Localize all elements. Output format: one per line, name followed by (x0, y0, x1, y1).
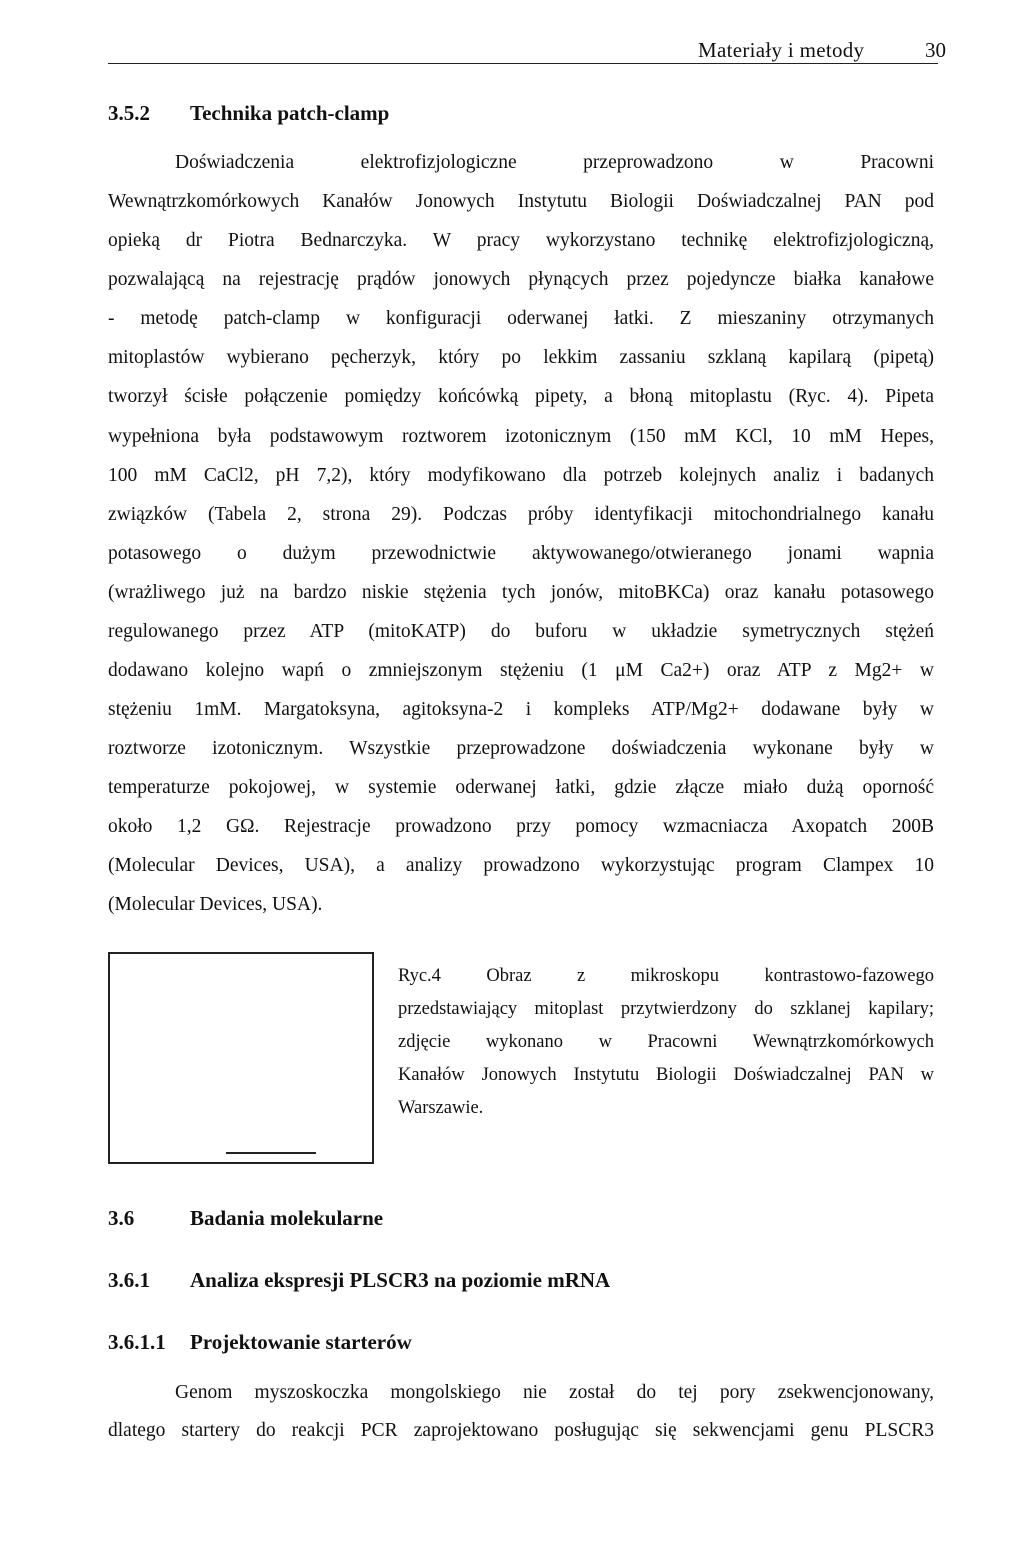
figure-image-frame (108, 952, 374, 1164)
paragraph-line: związków (Tabela 2, strona 29). Podczas próby identyfikacji mitochondrialnego kanału (108, 504, 934, 525)
paragraph-line: roztworze izotonicznym. Wszystkie przeprowadzone doświadczenia wykonane były w (108, 738, 934, 759)
header-rule (108, 63, 938, 64)
paragraph-line: (Molecular Devices, USA). (108, 894, 323, 915)
section-number: 3.6.1.1 (108, 1330, 166, 1354)
paragraph-line: opieką dr Piotra Bednarczyka. W pracy wykorzystano technikę elektrofizjologiczną, (108, 230, 934, 251)
figure-caption-line: zdjęcie wykonano w Pracowni Wewnątrzkomórkowych (398, 1032, 934, 1052)
paragraph-line: temperaturze pokojowej, w systemie oderwanej łatki, gdzie złącze miało dużą oporność (108, 777, 934, 798)
paragraph-line: (Molecular Devices, USA), a analizy prowadzono wykorzystując program Clampex 10 (108, 855, 934, 876)
section-heading-3-6-1 (108, 1268, 610, 1293)
figure-caption-line: Warszawie. (398, 1098, 484, 1118)
section-number: 3.6 (108, 1206, 135, 1230)
section-heading-3-6-1-1 (108, 1330, 412, 1355)
section-heading-3-6 (108, 1206, 383, 1231)
section-title: Technika patch-clamp (190, 101, 390, 125)
paragraph-line: potasowego o dużym przewodnictwie aktywowanego/otwieranego jonami wapnia (108, 543, 934, 564)
paragraph-line: stężeniu 1mM. Margatoksyna, agitoksyna-2 i kompleks ATP/Mg2+ dodawane były w (108, 699, 934, 720)
paragraph-line: mitoplastów wybierano pęcherzyk, który po lekkim zassaniu szklaną kapilarą (pipetą) (108, 347, 934, 368)
running-header (108, 36, 948, 66)
paragraph-line: wypełniona była podstawowym roztworem izotonicznym (150 mM KCl, 10 mM Hepes, (108, 426, 934, 447)
header-section-title: Materiały i metody (698, 38, 865, 62)
paragraph-line: 100 mM CaCl2, pH 7,2), który modyfikowano dla potrzeb kolejnych analiz i badanych (108, 465, 934, 486)
section-number: 3.5.2 (108, 101, 150, 125)
paragraph-line: Doświadczenia elektrofizjologiczne przeprowadzono w Pracowni (175, 152, 934, 173)
paragraph-line: dodawano kolejno wapń o zmniejszonym stężeniu (1 μM Ca2+) oraz ATP z Mg2+ w (108, 660, 934, 681)
paragraph-line: pozwalającą na rejestrację prądów jonowych płynących przez pojedyncze białka kanałowe (108, 269, 934, 290)
section-title: Analiza ekspresji PLSCR3 na poziomie mRNA (190, 1268, 611, 1292)
paragraph-line: regulowanego przez ATP (mitoKATP) do buforu w układzie symetrycznych stężeń (108, 621, 934, 642)
paragraph-line: (wrażliwego już na bardzo niskie stężenia tych jonów, mitoBKCa) oraz kanału potasowego (108, 582, 934, 603)
paragraph-line: Wewnątrzkomórkowych Kanałów Jonowych Instytutu Biologii Doświadczalnej PAN pod (108, 191, 934, 212)
section-title: Badania molekularne (190, 1206, 384, 1230)
paragraph-line: tworzył ścisłe połączenie pomiędzy końcówką pipety, a błoną mitoplastu (Ryc. 4). Pipeta (108, 386, 934, 407)
figure-caption-line: Ryc.4 Obraz z mikroskopu kontrastowo-fazowego (398, 966, 934, 986)
section-number: 3.6.1 (108, 1268, 150, 1292)
page-number: 30 (925, 38, 946, 62)
paragraph-line: - metodę patch-clamp w konfiguracji oderwanej łatki. Z mieszaniny otrzymanych (108, 308, 934, 329)
paragraph-line: około 1,2 GΩ. Rejestracje prowadzono przy pomocy wzmacniacza Axopatch 200B (108, 816, 934, 837)
paragraph-line: Genom myszoskoczka mongolskiego nie został do tej pory zsekwencjonowany, (175, 1382, 934, 1403)
figure-caption-line: Kanałów Jonowych Instytutu Biologii Doświadczalnej PAN w (398, 1065, 934, 1085)
paragraph-line: dlatego startery do reakcji PCR zaprojektowano posługując się sekwencjami genu PLSCR3 (108, 1420, 934, 1441)
section-title: Projektowanie starterów (190, 1330, 412, 1354)
scale-bar (226, 1152, 316, 1154)
section-heading-3-5-2 (108, 101, 389, 126)
figure-caption-line: przedstawiający mitoplast przytwierdzony do szklanej kapilary; (398, 999, 934, 1019)
